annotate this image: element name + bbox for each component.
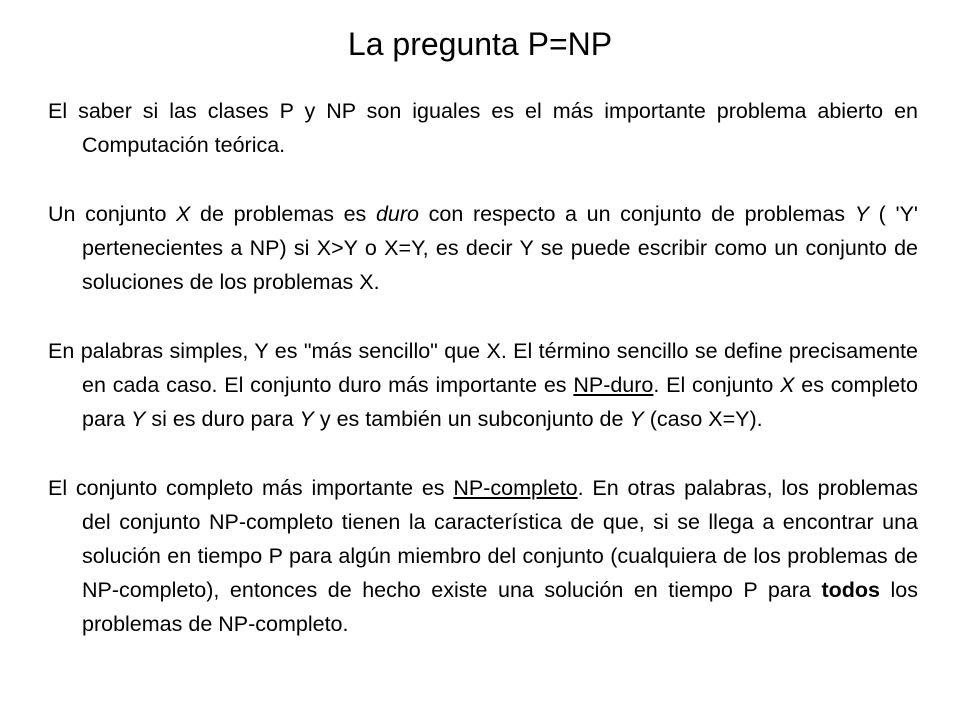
text-run: ( 'Y' pertenecientes a NP) si X>Y o X=Y, es decir Y se puede escribir como un conjunto de soluciones de los problemas X. (82, 202, 919, 294)
np-completo-link[interactable]: NP-completo (453, 476, 578, 500)
paragraph-2 (48, 197, 918, 299)
text-run: con respecto a un conjunto de problemas (419, 202, 855, 226)
paragraph-4 (48, 471, 918, 641)
bold-todos: todos (821, 578, 880, 602)
italic-x: X (780, 373, 795, 397)
text-run: es completo para (82, 373, 918, 431)
text-run: . El conjunto (653, 373, 781, 397)
paragraph-3 (48, 334, 918, 436)
text-run: Un conjunto (48, 202, 177, 226)
text-run: El conjunto completo más importante es (48, 476, 454, 500)
text-run: (caso X=Y). (643, 407, 763, 431)
paragraph-1 (48, 94, 918, 162)
italic-y: Y (629, 407, 644, 431)
italic-x: X (176, 202, 191, 226)
slide-body (48, 94, 918, 641)
text-run: En palabras simples, Y es "más sencillo" que X. El término sencillo se define precisamente en cada caso. El conjunto duro más importante es (48, 339, 918, 397)
italic-y: Y (854, 202, 870, 226)
np-duro-link[interactable]: NP-duro (573, 373, 654, 397)
text-run: y es también un subconjunto de (313, 407, 630, 431)
italic-duro: duro (375, 202, 419, 226)
italic-y: Y (131, 407, 146, 431)
text-run: . En otras palabras, los problemas del conjunto NP-completo tienen la característica de que, si se llega a encontrar una solución en tiempo P para algún miembro del conjunto (cualquiera de los problemas de NP-completo), entonces de hecho existe una solución en tiempo P para (82, 476, 919, 602)
text-run: si es duro para (145, 407, 300, 431)
italic-y: Y (299, 407, 314, 431)
text-run: los problemas de NP-completo. (82, 578, 918, 636)
slide-title: La pregunta P=NP (347, 26, 613, 62)
text-run: de problemas es (190, 202, 376, 226)
paragraph-1-text: El saber si las clases P y NP son iguales es el más importante problema abierto en Computación teórica. (48, 99, 918, 157)
